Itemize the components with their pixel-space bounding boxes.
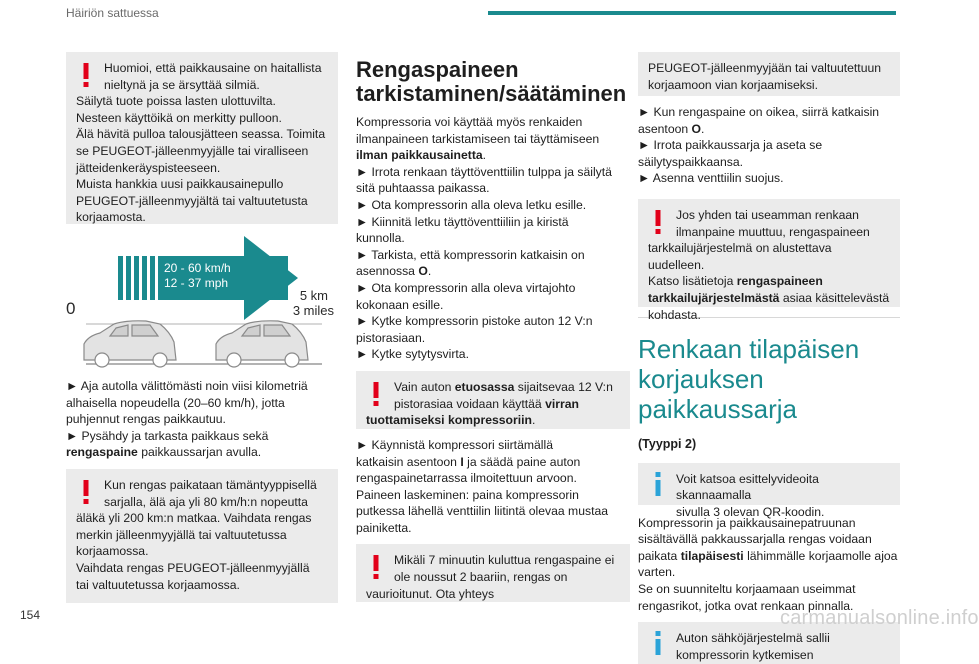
text-line xyxy=(356,263,630,280)
text-line: ► Käynnistä kompressori siirtämällä xyxy=(356,437,553,452)
text-line: sarjalla, älä aja yli 80 km/h:n nopeutta xyxy=(104,494,308,509)
watermark-text: carmanualsonline.info xyxy=(780,607,979,629)
text-span: . xyxy=(482,148,487,163)
text-line: tarkkailujärjestelmä on alustettava uudelleen. xyxy=(648,241,832,272)
left-column xyxy=(66,52,338,224)
text-line: PEUGEOT-jälleenmyyjään tai valtuutettuun xyxy=(648,61,882,75)
bold-term: virran xyxy=(545,396,579,411)
text-line: Auton sähköjärjestelmä sallii xyxy=(676,631,830,646)
text-line: Älä hävitä pulloa talousjätteen seassa. Toimita xyxy=(76,127,326,142)
text-line: pistorasiaan. xyxy=(356,330,426,345)
text-line: alhaisella nopeudella (20–60 km/h), jotta xyxy=(66,395,285,410)
warning-box-pressure-fail xyxy=(356,544,630,602)
text-span: katkaisin asentoon xyxy=(356,454,461,469)
bold-term: tarkkailujärjestelmästä xyxy=(648,290,780,305)
title-line: korjauksen paikkaussarja xyxy=(638,363,797,424)
text-line xyxy=(638,548,900,565)
text-span: . xyxy=(701,121,705,136)
text-line: ► Tarkista, että kompressorin katkaisin on xyxy=(356,247,585,262)
text-span: sijaitsevaa 12 V:n xyxy=(514,379,613,394)
title-line: tarkistaminen/säätäminen xyxy=(356,81,627,106)
bold-term: ilman paikkausainetta xyxy=(356,148,483,163)
page-number: 154 xyxy=(20,608,41,622)
text-line: ► Kiinnitä letku täyttöventtiiliin ja kiristä xyxy=(356,214,569,229)
text-line: tai valtuutetussa korjaamossa. xyxy=(76,577,240,592)
text-line: ► Kytke kompressorin pistoke auton 12 V:n xyxy=(356,314,593,329)
bold-term: O xyxy=(418,264,428,279)
text-line: Paineen laskeminen: paina kompressorin xyxy=(356,487,579,502)
text-line xyxy=(366,396,620,413)
info-box-video xyxy=(638,463,900,519)
bold-term: rengaspaine xyxy=(66,445,138,460)
text-line: se PEUGEOT-jälleenmyyjälle tai viralliseen xyxy=(76,143,309,158)
text-span: pistorasiaa voidaan käyttää xyxy=(394,396,546,411)
text-line: ► Irrota paikkaussarja ja aseta se xyxy=(638,138,823,153)
text-line: rengaspainetarrassa ilmoitettuun arvoon. xyxy=(356,471,577,486)
text-line: sitä puhtaassa paikassa. xyxy=(356,181,490,196)
text-line: korjaamosta. xyxy=(76,210,146,225)
text-line: ► Aja autolla välittömästi noin viisi kilometriä xyxy=(66,379,308,393)
section-title-pressure xyxy=(356,58,630,106)
text-line: vaurioitunut. Ota yhteys xyxy=(366,586,495,601)
section-title-repair-kit xyxy=(638,334,900,424)
bold-term: tilapäisesti xyxy=(680,548,744,563)
text-line: Nesteen käyttöikä on merkitty pulloon. xyxy=(76,110,282,125)
text-line: äläkä yli 200 km:n matkaa. Vaihdata rengas xyxy=(76,511,312,526)
text-line: Voit katsoa esittelyvideoita skannaamalla xyxy=(676,471,819,503)
text-line: sivulla 3 olevan QR-koodin. xyxy=(676,504,825,519)
text-line: kokonaan esille. xyxy=(356,297,444,312)
text-line: PEUGEOT-jälleenmyyjältä tai valtuutetusta xyxy=(76,193,308,208)
text-line: säilytyspaikkaansa. xyxy=(638,154,743,169)
text-span: . xyxy=(427,264,432,279)
text-span: Vain auton xyxy=(394,379,455,394)
text-line: Huomioi, että paikkausaine on haitallista xyxy=(104,61,322,75)
drive-illustration xyxy=(66,236,338,366)
text-line: Kompressorin ja paikkausainepatruunan xyxy=(638,515,856,530)
text-span: paikkaussarjan avulla. xyxy=(137,445,262,460)
text-line: korjaamossa. xyxy=(76,544,149,559)
speed-mph-label: 12 - 37 mph xyxy=(164,276,229,290)
text-line: ► Asenna venttiilin suojus. xyxy=(638,171,784,186)
right-column xyxy=(638,52,900,664)
warning-exclamation-icon xyxy=(652,209,664,235)
car-right-icon xyxy=(216,321,308,367)
bold-term: etuosassa xyxy=(454,379,515,394)
page-header-title: Häiriön sattuessa xyxy=(66,6,159,20)
text-line: putkessa lähellä venttiilin liitintä olevaa mustaa xyxy=(356,504,609,519)
warning-exclamation-icon xyxy=(80,62,92,88)
distance-km-label: 5 km xyxy=(299,288,328,303)
text-line xyxy=(638,121,900,138)
bold-term: rengaspaineen xyxy=(736,274,823,289)
text-line xyxy=(356,147,630,164)
warning-box-tpms xyxy=(638,199,900,322)
text-line: ► Kytke sytytysvirta. xyxy=(356,347,469,362)
kit-type-label: (Tyyppi 2) xyxy=(638,436,697,451)
text-line: sisältävällä pakkaussarjalla rengas voidaan xyxy=(638,532,872,547)
text-span: lähimmälle korjaamolle ajoa xyxy=(743,548,898,563)
distance-miles-label: 3 miles xyxy=(292,303,334,318)
bold-term: tuottamiseksi kompressoriin xyxy=(366,413,532,428)
text-line xyxy=(648,273,890,290)
text-line: ilmanpaine muuttuu, rengaspaineen xyxy=(676,224,870,239)
text-line: ► Pysähdy ja tarkasta paikkaus sekä xyxy=(66,428,269,443)
text-span: ja säädä paine auton xyxy=(463,454,581,469)
text-line: jätteidenkeräyspisteeseen. xyxy=(76,160,221,175)
distance-start-label: 0 xyxy=(66,299,76,318)
text-line xyxy=(366,412,620,429)
info-icon xyxy=(652,471,664,497)
bold-term: I xyxy=(460,454,464,469)
text-line xyxy=(356,454,630,471)
text-line: kohdasta. xyxy=(648,307,701,322)
continued-warning-box xyxy=(638,52,900,96)
text-line: merkin jälleenmyyjällä tai valtuutetussa xyxy=(76,527,287,542)
text-line xyxy=(366,379,620,396)
text-line: varten. xyxy=(638,565,676,580)
text-line: Kun rengas paikataan tämäntyyppisellä xyxy=(104,477,317,492)
text-line: Kompressoria voi käyttää myös renkaiden xyxy=(356,115,583,129)
text-line xyxy=(66,444,338,461)
car-left-icon xyxy=(84,321,176,367)
text-span: . xyxy=(531,413,536,428)
warning-exclamation-icon xyxy=(80,479,92,505)
header-accent-line xyxy=(488,11,896,15)
text-line: ► Ota kompressorin alla oleva virtajohto xyxy=(356,280,576,295)
text-line: Mikäli 7 minuutin kuluttua rengaspaine ei xyxy=(394,553,615,568)
text-span: paikata xyxy=(638,548,681,563)
text-line: korjaamoon vian korjaamiseksi. xyxy=(648,77,819,92)
text-line: Jos yhden tai useamman renkaan xyxy=(676,207,859,222)
text-line: puhjennut rengas paikkautuu. xyxy=(66,412,226,427)
warning-exclamation-icon xyxy=(370,554,382,580)
text-line: Säilytä tuote poissa lasten ulottuvilta. xyxy=(76,94,276,109)
text-line: Vaihdata rengas PEUGEOT-jälleenmyyjällä xyxy=(76,560,310,575)
middle-column xyxy=(356,58,630,602)
speed-kmh-label: 20 - 60 km/h xyxy=(164,261,231,275)
title-line: Renkaan tilapäisen xyxy=(638,333,860,364)
text-span: Katso lisätietoja xyxy=(648,274,737,289)
bold-term: O xyxy=(691,121,702,136)
title-line: Rengaspaineen xyxy=(356,57,519,82)
warning-exclamation-icon xyxy=(370,381,382,407)
text-line: Se on suunniteltu korjaamaan useimmat xyxy=(638,581,856,596)
warning-box-socket xyxy=(356,371,630,429)
text-span: asiaa käsittelevästä xyxy=(779,290,890,305)
text-line: ► Ota kompressorin alla oleva letku esille. xyxy=(356,197,587,212)
text-line: ► Irrota renkaan täyttöventtiilin tulppa ja säilytä xyxy=(356,164,612,179)
text-line: kunnolla. xyxy=(356,231,405,246)
text-line xyxy=(648,290,890,307)
text-line: kompressorin kytkemisen xyxy=(676,647,814,662)
text-line: nieltynä ja se ärsyttää silmiä. xyxy=(104,77,260,92)
text-line: Muista hankkia uusi paikkausainepullo xyxy=(76,177,284,192)
text-span: asennossa xyxy=(356,264,419,279)
text-line: ole noussut 2 baariin, rengas on xyxy=(394,570,568,585)
left-column-lower xyxy=(66,378,338,603)
text-line: ► Kun rengaspaine on oikea, siirrä katkaisin xyxy=(638,105,880,119)
text-span: asentoon xyxy=(638,121,692,136)
info-icon xyxy=(652,630,664,656)
text-line: rengasrikot, jotka ovat renkaan pinnalla. xyxy=(638,598,854,613)
warning-box-disposal xyxy=(66,52,338,224)
text-line: painiketta. xyxy=(356,520,412,535)
text-line: ilmanpaineen tarkistamiseen tai täyttämiseen xyxy=(356,131,600,146)
warning-box-speed-limit xyxy=(66,469,338,603)
